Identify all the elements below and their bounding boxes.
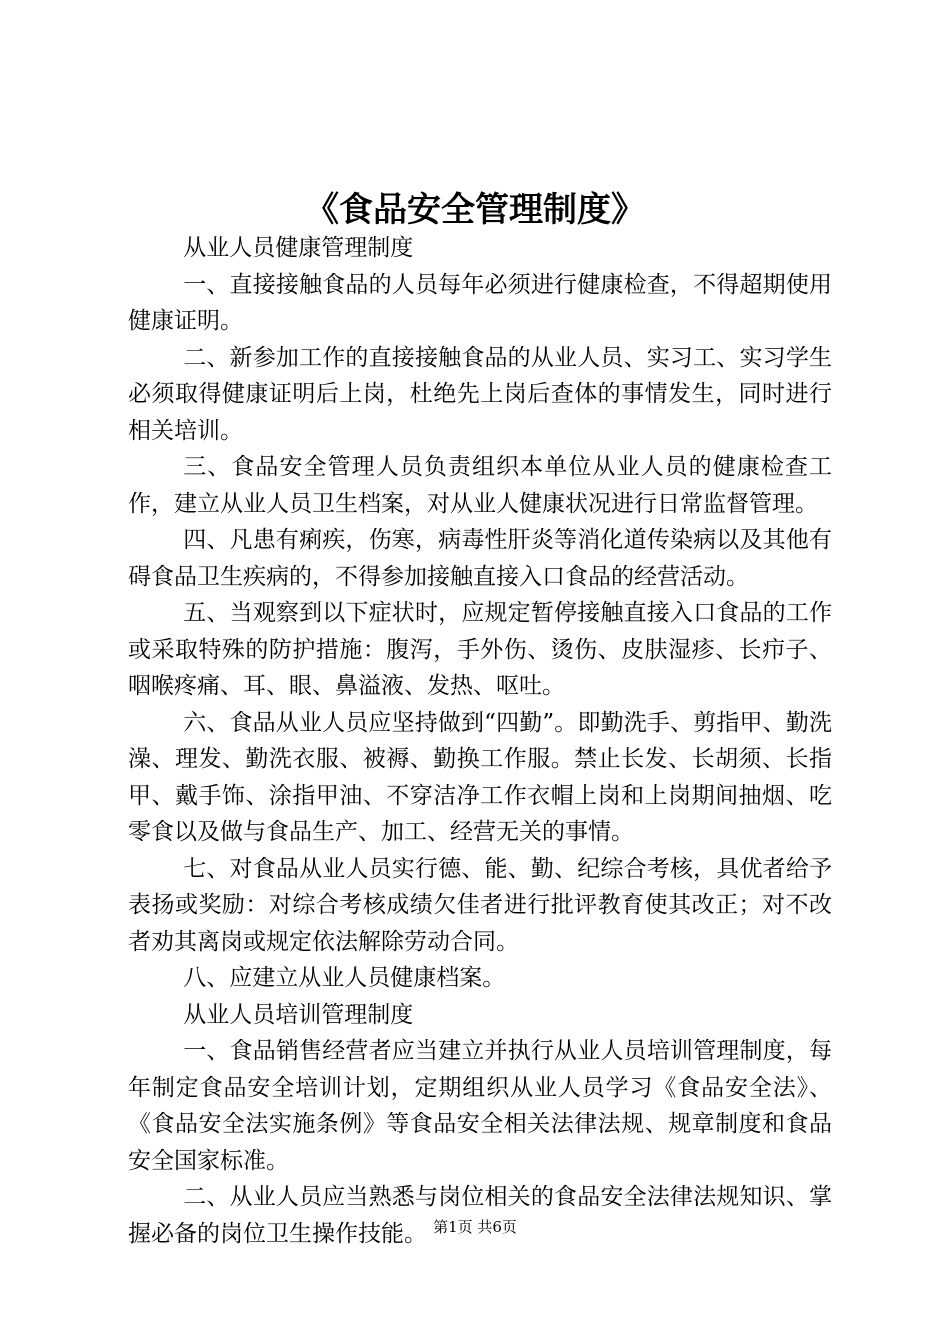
paragraph: 二、从业人员应当熟悉与岗位相关的食品安全法律法规知识、掌握必备的岗位卫生操作技能。 — [128, 1184, 832, 1247]
paragraph: 七、对食品从业人员实行德、能、勤、纪综合考核，具优者给予表扬或奖励：对综合考核成绩欠佳者进行批评教育使其改正；对不改者劝其离岗或规定依法解除劳动合同。 — [128, 855, 832, 955]
page-number-footer: 第1页 共6页 — [433, 1218, 517, 1236]
paragraph: 一、直接接触食品的人员每年必须进行健康检查，不得超期使用健康证明。 — [128, 271, 832, 334]
paragraph: 四、凡患有痢疾，伤寒，病毒性肝炎等消化道传染病以及其他有碍食品卫生疾病的，不得参加接触直接入口食品的经营活动。 — [128, 527, 832, 590]
paragraph: 五、当观察到以下症状时，应规定暂停接触直接入口食品的工作或采取特殊的防护措施：腹泻，手外伤、烫伤、皮肤湿疹、长疖子、咽喉疼痛、耳、眼、鼻溢液、发热、呕吐。 — [128, 600, 832, 699]
document-title: 《食品安全管理制度》 — [305, 190, 645, 230]
paragraph: 八、应建立从业人员健康档案。 — [183, 965, 506, 991]
paragraph: 三、食品安全管理人员负责组织本单位从业人员的健康检查工作，建立从业人员卫生档案，对从业人健康状况进行日常监督管理。 — [128, 454, 832, 517]
paragraph: 二、新参加工作的直接接触食品的从业人员、实习工、实习学生必须取得健康证明后上岗，杜绝先上岗后查体的事情发生，同时进行相关培训。 — [128, 344, 832, 444]
document-body — [128, 230, 832, 1252]
section-heading-training: 从业人员培训管理制度 — [183, 1001, 414, 1028]
paragraph: 六、食品从业人员应坚持做到“四勤”。即勤洗手、剪指甲、勤洗澡、理发、勤洗衣服、被褥、勤换工作服。禁止长发、长胡须、长指甲、戴手饰、涂指甲油、不穿洁净工作衣帽上岗和上岗期间抽烟、吃零食以及做与食品生产、加工、经营无关的事情。 — [128, 709, 832, 845]
section-heading-health: 从业人员健康管理制度 — [183, 235, 414, 261]
paragraph: 一、食品销售经营者应当建立并执行从业人员培训管理制度，每年制定食品安全培训计划，定期组织从业人员学习《食品安全法》、《食品安全法实施条例》等食品安全相关法律法规、规章制度和食品安全国家标准。 — [128, 1038, 832, 1174]
